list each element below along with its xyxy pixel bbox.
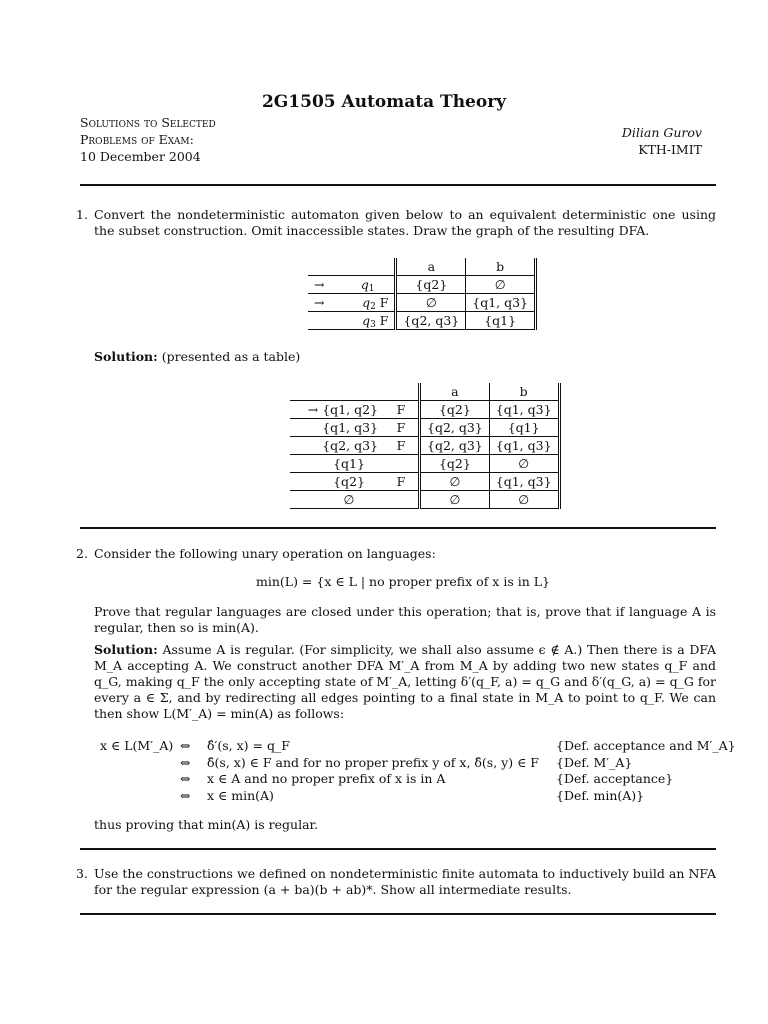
header-left-block [80,114,216,165]
problem-3-text: Use the constructions we defined on nondeterministic finite automata to inductively build an NFA for the regular expression (a + ba)(b + ab)*. Show all intermediate results. [94,866,716,897]
problem-2-number: 2. [76,546,88,561]
problem-1-text: Convert the nondeterministic automaton given below to an equivalent deterministic one using the subset construction. Omit inaccessible states. Draw the graph of the resulting DFA. [94,207,716,238]
table-row: {q1} {q2} ∅ [290,455,559,473]
dfa-col-b: b [489,383,559,401]
table-row: → $q_2$ F ∅ {q1, q3} [308,294,536,312]
table-row: ∅ ∅ ∅ [290,491,559,509]
header-line-1: Solutions to Selected [80,115,216,130]
nfa-col-a: a [396,258,466,276]
dfa-col-a: a [420,383,490,401]
problem-2-solution [94,642,716,722]
solution-note: (presented as a table) [161,349,301,364]
section-rule-3 [80,913,716,915]
section-rule-2 [80,848,716,850]
table-row: {q2, q3} F {q2, q3} {q1, q3} [290,437,559,455]
solution-label: Solution: [94,642,158,657]
problem-2-prove: Prove that regular languages are closed under this operation; that is, prove that if language A is regular, then so is min(A). [94,604,716,635]
header-right-block [622,124,702,158]
problem-1-number: 1. [76,207,88,222]
header-line-3: 10 December 2004 [80,149,201,164]
table-row: $q_3$ F {q2, q3} {q1} [308,312,536,330]
section-rule-1 [80,527,716,529]
nfa-col-b: b [466,258,536,276]
document-title: 2G1505 Automata Theory [261,92,507,112]
header-line-2: Problems of Exam: [80,132,194,147]
min-definition: min(L) = {x ∈ L | no proper prefix of x is in L} [256,574,550,589]
table-row: → $q_1$ {q2} ∅ [308,276,536,294]
problem-2-conclusion: thus proving that min(A) is regular. [94,817,319,832]
nfa-transition-table [308,258,537,330]
start-arrow: → [308,276,330,294]
problem-2-intro: Consider the following unary operation on languages: [94,546,436,561]
header-rule [80,184,716,186]
table-row: {q1, q3} F {q2, q3} {q1} [290,419,559,437]
affiliation: KTH-IMIT [638,142,702,157]
author-name: Dilian Gurov [621,125,702,140]
dfa-transition-table [290,383,561,509]
problem-3-number: 3. [76,866,88,881]
solution-label: Solution: [94,349,158,364]
problem-1-solution [94,349,300,365]
table-row: {q2} F ∅ {q1, q3} [290,473,559,491]
exam-solutions-page: 2G1505 Automata Theory Solutions to Selected Problems of Exam: 10 December 2004 Dilian Gurov KTH-IMIT 1. Convert the nondeterministic automaton given below to an equivalent deterministic one using the subset construction. Omit inaccessible states. Draw the graph of the resulting DFA. a b → $q_1$ {q2} ∅ → $q_2$ F ∅ {q1, q3} $q_3$ F {q2, q3} {q1} Solution: (presented as a table) a b → {q1, q2} F {q2} {q1, q3} {q1, q3} F {q2, q3} {q1} {q2, q3} F {q2, q3} {q1, q3} {q1} {q2} ∅ {q2} F ∅ {q1, q3} ∅ ∅ ∅ 2. Consider the following unary operation on languages: min(L) = {x ∈ L | no proper prefix of x is in L} Prove that regular languages are closed under this operation; that is, prove that if language A is regular, then so is min(A). Solution: Assume A is regular. (For simplicity, we shall also assume ϵ ∉ A.) Then there is a DFA M_A accepting A. We construct another DFA M′_A from M_A by adding two new states q_F and q_G, making q_F the only accepting state of M′_A, letting δ′(q_F, a) = q_G and δ′(q_G, a) = q_G for every a ∈ Σ, and by redirecting all edges pointing to a final state in M_A to point to q_F. We can then show L(M′_A) = min(A) as follows: x ∈ L(M′_A) ⇔ δ̂′(s, x) = q_F {Def. acceptance and M′_A} ⇔ δ̂(s, x) ∈ F and for no proper prefix y of x, δ̂(s, y) ∈ F {Def. M′_A} ⇔ x ∈ A and no proper prefix of x is in A {Def. acceptance} ⇔ x ∈ min(A) {Def. min(A)} thus proving that min(A) is regular. 3. Use the constructions we defined on nondeterministic finite automata to inductively build an NFA for the regular expression (a + ba)(b + ab)*. Show all intermediate results. [0,0,768,1024]
solution-text: Assume A is regular. (For simplicity, we shall also assume ϵ ∉ A.) Then there is a DFA M_A accepting A. We construct another DFA M′_A from M_A by adding two new states q_F and q_G, making q_F the only accepting state of M′_A, letting δ′(q_F, a) = q_G and δ′(q_G, a) = q_G for every a ∈ Σ, and by redirecting all edges pointing to a final state in M_A to point to q_F. We can then show L(M′_A) = min(A) as follows: [94,642,716,721]
table-row: → {q1, q2} F {q2} {q1, q3} [290,401,559,419]
start-arrow: → [308,294,330,312]
